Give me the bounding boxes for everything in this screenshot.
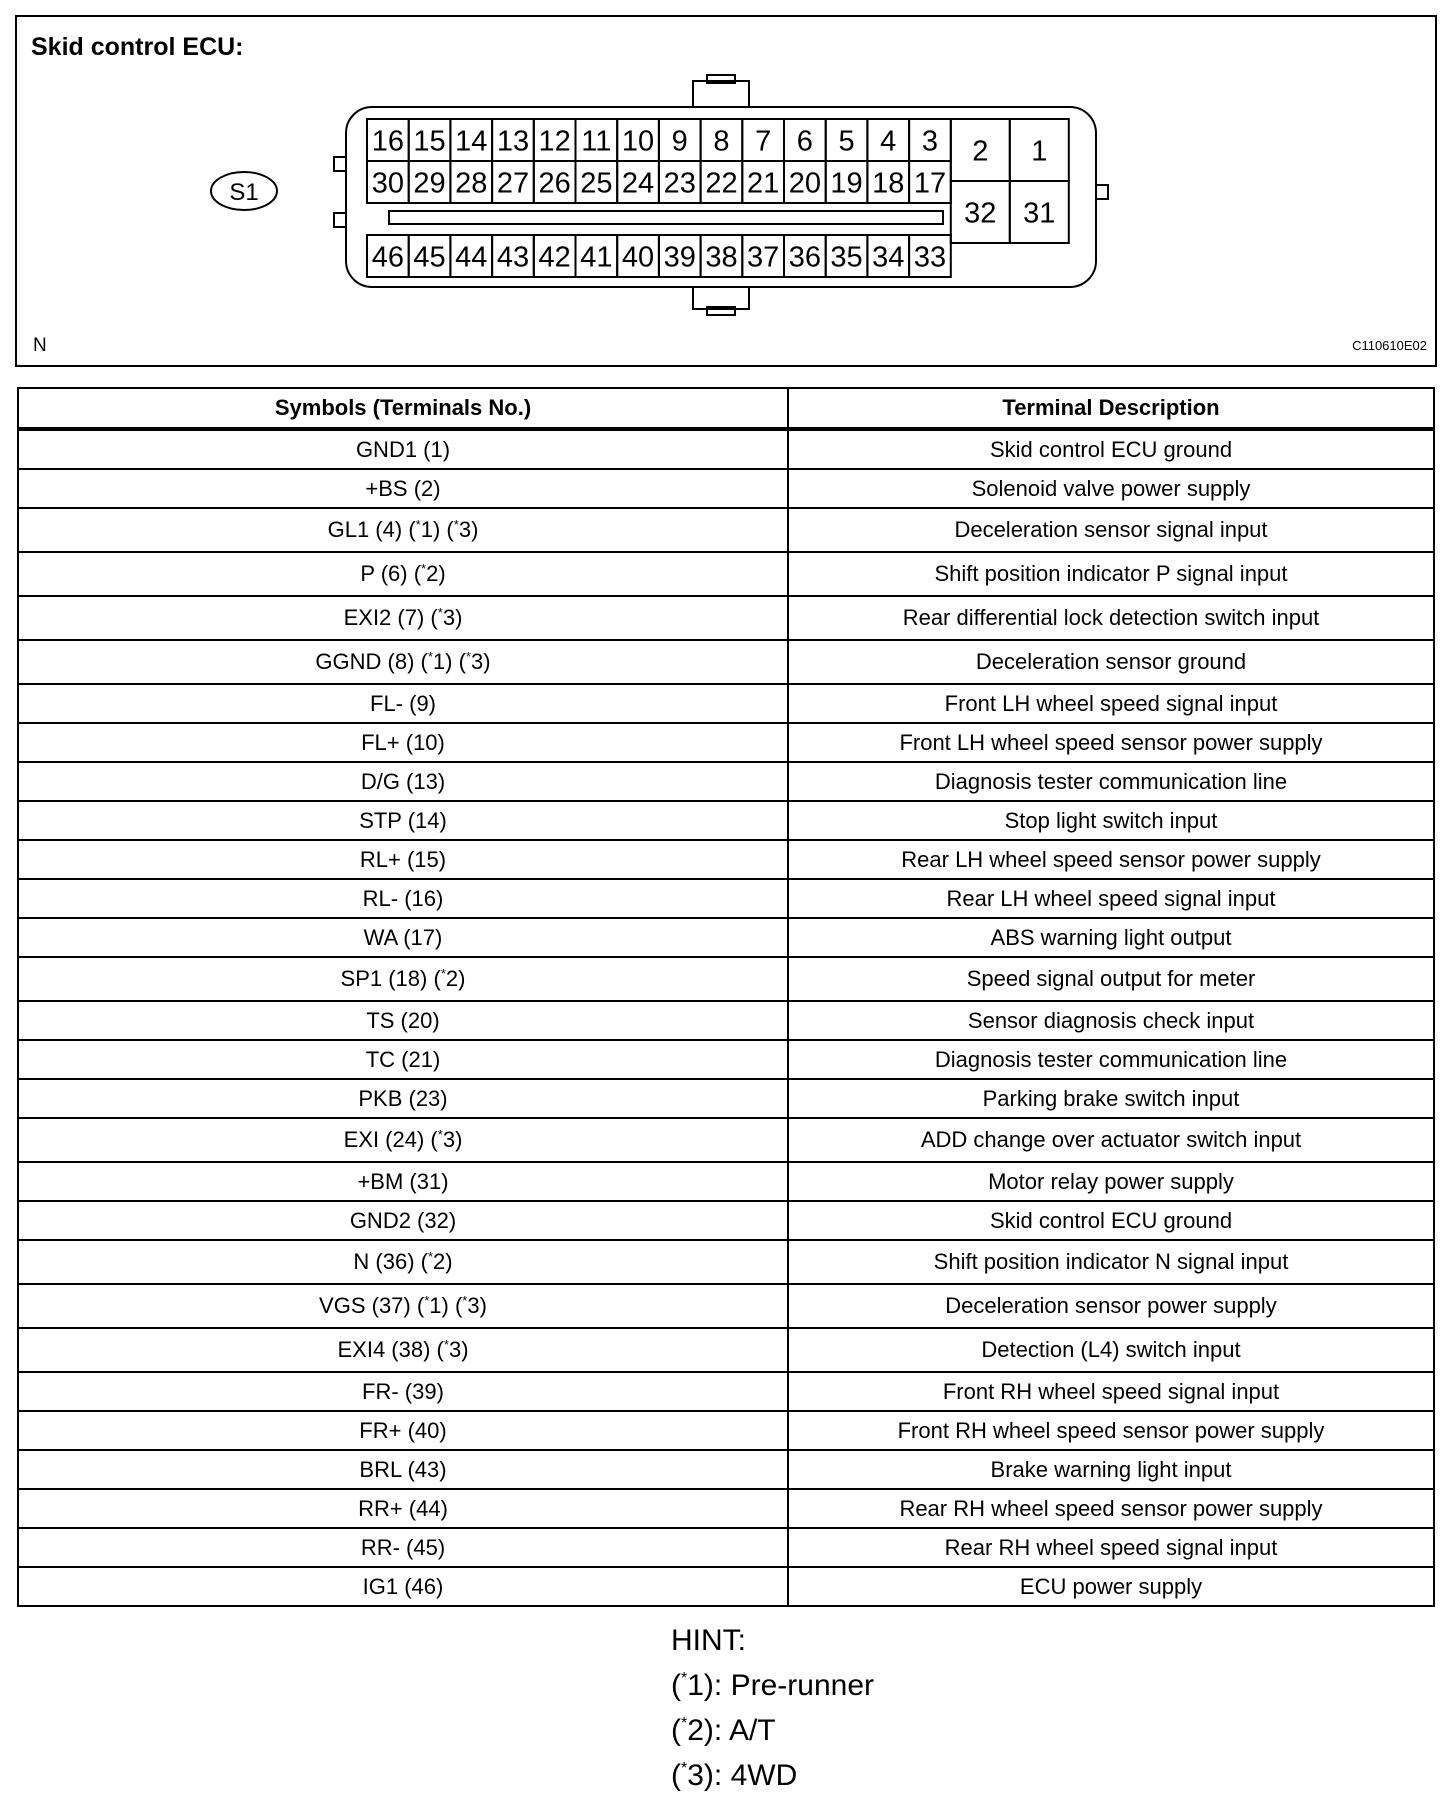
- pin-40: 40: [621, 241, 655, 274]
- pin-13: 13: [496, 125, 530, 158]
- terminal-description: Front LH wheel speed sensor power supply: [788, 723, 1434, 762]
- terminal-symbol: RR- (45): [18, 1528, 788, 1567]
- pin-15: 15: [413, 125, 446, 158]
- note-ref: 1: [432, 649, 446, 674]
- table-row: [18, 1284, 1434, 1328]
- terminal-description: Brake warning light input: [788, 1450, 1434, 1489]
- table-row: [18, 1567, 1434, 1606]
- terminal-symbol: +BM (31): [18, 1162, 788, 1201]
- terminal-description: Stop light switch input: [788, 801, 1434, 840]
- table-row: [18, 1001, 1434, 1040]
- note-ref: 3: [458, 517, 472, 542]
- pin-11: 11: [581, 125, 612, 158]
- header-description: Terminal Description: [788, 388, 1434, 429]
- table-row: [18, 640, 1434, 684]
- pin-42: 42: [538, 241, 571, 274]
- terminal-description: Front LH wheel speed signal input: [788, 684, 1434, 723]
- table-row: [18, 918, 1434, 957]
- terminal-description: Rear LH wheel speed sensor power supply: [788, 840, 1434, 879]
- terminal-symbol: RL+ (15): [18, 840, 788, 879]
- terminal-symbol: P (6) (*2): [18, 552, 788, 596]
- note-ref: 3: [448, 1337, 462, 1362]
- note-ref: 1: [420, 517, 433, 542]
- pin-25: 25: [580, 167, 613, 200]
- terminal-description: Rear LH wheel speed signal input: [788, 879, 1434, 918]
- terminal-description: Speed signal output for meter: [788, 957, 1434, 1001]
- pin-14: 14: [455, 125, 488, 158]
- connector-latch-bottom: [693, 287, 749, 309]
- terminal-description: Rear differential lock detection switch input: [788, 596, 1434, 640]
- table-row: [18, 1040, 1434, 1079]
- terminal-description: Rear RH wheel speed signal input: [788, 1528, 1434, 1567]
- pin-21: 21: [747, 167, 780, 200]
- table-row: [18, 508, 1434, 552]
- terminal-symbol: FL- (9): [18, 684, 788, 723]
- pin-24: 24: [621, 167, 655, 200]
- note-ref: 2: [433, 1249, 446, 1274]
- terminal-symbol: FR+ (40): [18, 1411, 788, 1450]
- terminal-description: Diagnosis tester communication line: [788, 1040, 1434, 1079]
- terminal-symbol: VGS (37) (*1) (*3): [18, 1284, 788, 1328]
- table-row: [18, 1411, 1434, 1450]
- diagram-title: Skid control ECU:: [31, 33, 244, 61]
- terminal-symbol: EXI (24) (*3): [18, 1118, 788, 1162]
- table-row: [18, 762, 1434, 801]
- pin-36: 36: [788, 241, 821, 274]
- table-row: [18, 684, 1434, 723]
- terminal-symbol: FL+ (10): [18, 723, 788, 762]
- note-ref: 3: [442, 1127, 456, 1152]
- terminal-symbol: RR+ (44): [18, 1489, 788, 1528]
- pin-5: 5: [838, 125, 855, 158]
- pin-4: 4: [880, 125, 897, 158]
- terminal-symbol: FR- (39): [18, 1372, 788, 1411]
- hint-item: (*2): A/T: [671, 1714, 776, 1747]
- connector-diagram: [15, 15, 1437, 367]
- terminal-symbol: EXI4 (38) (*3): [18, 1328, 788, 1372]
- note-ref: 2: [426, 561, 439, 586]
- terminal-description: ECU power supply: [788, 1567, 1434, 1606]
- terminal-symbol: D/G (13): [18, 762, 788, 801]
- hint-item: (*3): 4WD: [671, 1759, 798, 1792]
- table-row: [18, 1079, 1434, 1118]
- connector-latch-top: [693, 81, 749, 107]
- pin-19: 19: [830, 167, 863, 200]
- pin-34: 34: [872, 241, 905, 274]
- note-ref: 1: [429, 1293, 442, 1318]
- table-row: [18, 1489, 1434, 1528]
- table-row: [18, 957, 1434, 1001]
- connector-label: S1: [229, 179, 259, 206]
- terminal-description: Shift position indicator P signal input: [788, 552, 1434, 596]
- terminal-description: Parking brake switch input: [788, 1079, 1434, 1118]
- table-row: [18, 1240, 1434, 1284]
- pin-16: 16: [371, 125, 404, 158]
- table-row: [18, 1118, 1434, 1162]
- pin-12: 12: [538, 125, 571, 158]
- connector-key-left-top: [334, 157, 346, 171]
- table-row: [18, 1328, 1434, 1372]
- table-row: [18, 1450, 1434, 1489]
- pin-3: 3: [921, 125, 939, 158]
- pin-22: 22: [705, 167, 738, 200]
- terminal-description: Sensor diagnosis check input: [788, 1001, 1434, 1040]
- table-row: [18, 552, 1434, 596]
- terminal-symbol: +BS (2): [18, 469, 788, 508]
- table-row: [18, 596, 1434, 640]
- table-header-row: [18, 388, 1434, 429]
- pin-30: 30: [371, 167, 404, 200]
- table-row: [18, 469, 1434, 508]
- connector-key-right: [1096, 185, 1108, 199]
- table-row: [18, 429, 1434, 469]
- terminal-symbol: EXI2 (7) (*3): [18, 596, 788, 640]
- pin-43: 43: [496, 241, 530, 274]
- pin-23: 23: [663, 167, 696, 200]
- table-row: [18, 723, 1434, 762]
- pin-10: 10: [621, 125, 655, 158]
- terminal-symbol: N (36) (*2): [18, 1240, 788, 1284]
- pin-grid: [367, 119, 1069, 277]
- pin-18: 18: [872, 167, 905, 200]
- connector-svg: [17, 17, 1435, 365]
- table-row: [18, 840, 1434, 879]
- terminal-description: Detection (L4) switch input: [788, 1328, 1434, 1372]
- pin-37: 37: [747, 241, 780, 274]
- pin-45: 45: [413, 241, 446, 274]
- pin-1: 1: [1031, 135, 1048, 168]
- terminal-description: Skid control ECU ground: [788, 429, 1434, 469]
- note-ref: 2: [445, 966, 459, 991]
- pin-32: 32: [964, 197, 997, 230]
- terminal-description: Deceleration sensor signal input: [788, 508, 1434, 552]
- terminal-table: [17, 387, 1435, 1607]
- pin-41: 41: [580, 241, 613, 274]
- terminal-symbol: GL1 (4) (*1) (*3): [18, 508, 788, 552]
- pin-7: 7: [755, 125, 772, 158]
- pin-44: 44: [455, 241, 488, 274]
- pin-35: 35: [830, 241, 863, 274]
- terminal-description: Front RH wheel speed signal input: [788, 1372, 1434, 1411]
- terminal-description: Solenoid valve power supply: [788, 469, 1434, 508]
- pin-39: 39: [663, 241, 696, 274]
- terminal-symbol: GGND (8) (*1) (*3): [18, 640, 788, 684]
- connector-key-left-bottom: [334, 213, 346, 227]
- terminal-symbol: GND2 (32): [18, 1201, 788, 1240]
- terminal-description: Shift position indicator N signal input: [788, 1240, 1434, 1284]
- terminal-symbol: IG1 (46): [18, 1567, 788, 1606]
- table-row: [18, 801, 1434, 840]
- terminal-description: Skid control ECU ground: [788, 1201, 1434, 1240]
- terminal-symbol: PKB (23): [18, 1079, 788, 1118]
- terminal-symbol: TC (21): [18, 1040, 788, 1079]
- table-row: [18, 879, 1434, 918]
- terminal-description: ADD change over actuator switch input: [788, 1118, 1434, 1162]
- table-row: [18, 1372, 1434, 1411]
- terminal-symbol: WA (17): [18, 918, 788, 957]
- terminal-description: Deceleration sensor power supply: [788, 1284, 1434, 1328]
- table-row: [18, 1201, 1434, 1240]
- terminal-symbol: SP1 (18) (*2): [18, 957, 788, 1001]
- terminal-description: Diagnosis tester communication line: [788, 762, 1434, 801]
- pin-20: 20: [788, 167, 821, 200]
- table-row: [18, 1528, 1434, 1567]
- table-row: [18, 1162, 1434, 1201]
- pin-9: 9: [671, 125, 688, 158]
- note-ref: 3: [467, 1293, 480, 1318]
- hint-block: [671, 1618, 874, 1798]
- terminal-symbol: STP (14): [18, 801, 788, 840]
- pin-27: 27: [496, 167, 530, 200]
- note-ref: 3: [471, 649, 484, 674]
- terminal-description: Rear RH wheel speed sensor power supply: [788, 1489, 1434, 1528]
- pin-6: 6: [796, 125, 813, 158]
- pin-8: 8: [713, 125, 730, 158]
- terminal-symbol: TS (20): [18, 1001, 788, 1040]
- pin-31: 31: [1023, 197, 1056, 230]
- terminal-description: ABS warning light output: [788, 918, 1434, 957]
- pin-38: 38: [705, 241, 738, 274]
- pin-26: 26: [538, 167, 571, 200]
- terminal-symbol: GND1 (1): [18, 429, 788, 469]
- figure-code: C110610E02: [1352, 338, 1427, 353]
- hint-item: (*1): Pre-runner: [671, 1669, 874, 1702]
- pin-17: 17: [913, 167, 947, 200]
- connector-slot: [389, 211, 943, 224]
- pin-28: 28: [455, 167, 488, 200]
- pin-2: 2: [972, 135, 989, 168]
- header-symbols: Symbols (Terminals No.): [18, 388, 788, 429]
- diagram-corner-label: N: [33, 335, 47, 356]
- note-ref: 3: [442, 605, 456, 630]
- terminal-symbol: BRL (43): [18, 1450, 788, 1489]
- terminal-description: Motor relay power supply: [788, 1162, 1434, 1201]
- terminal-symbol: RL- (16): [18, 879, 788, 918]
- pin-29: 29: [413, 167, 446, 200]
- pin-33: 33: [913, 241, 947, 274]
- terminal-description: Deceleration sensor ground: [788, 640, 1434, 684]
- pin-46: 46: [371, 241, 404, 274]
- terminal-description: Front RH wheel speed sensor power supply: [788, 1411, 1434, 1450]
- hint-title: HINT:: [671, 1624, 746, 1657]
